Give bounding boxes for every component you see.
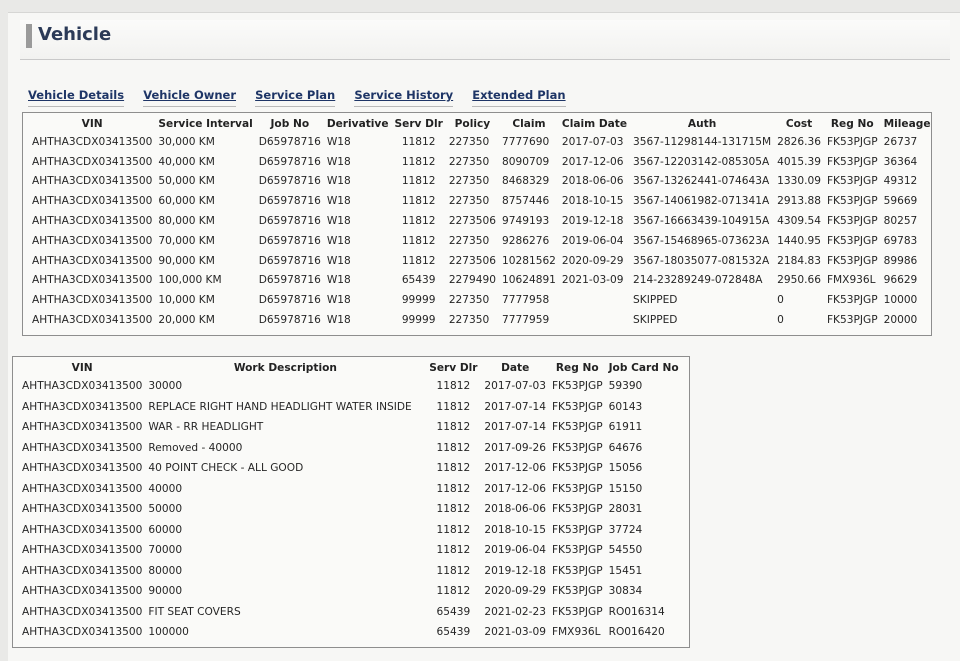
cell-work-description: 100000 [148, 626, 189, 639]
service-plan-table [29, 115, 934, 330]
cell-work-description: 50000 [148, 503, 183, 516]
cell-mileage: 80257 [883, 215, 918, 228]
cell-serv-dlr: 65439 [436, 605, 471, 618]
col-header-job-no: Job No [270, 118, 310, 130]
service-history-row [19, 561, 682, 582]
cell-job-card-no: 15451 [608, 564, 643, 577]
cell-claim: 10281562 [502, 254, 556, 267]
cell-reg-no: FK53PJGP [551, 503, 603, 516]
col-header-policy: Policy [454, 118, 491, 130]
cell-vin: AHTHA3CDX03413500 [32, 155, 153, 168]
cell-serv-dlr: 11812 [436, 380, 471, 393]
cell-job-no: D65978716 [258, 254, 321, 267]
cell-job-no: D65978716 [258, 294, 321, 307]
cell-serv-dlr: 11812 [401, 175, 436, 188]
service-plan-row [29, 271, 934, 291]
cell-date: 2017-09-26 [484, 441, 546, 454]
cell-claim: 8090709 [502, 155, 550, 168]
cell-reg-no: FK53PJGP [826, 215, 878, 228]
cell-policy: 227350 [448, 155, 490, 168]
cell-serv-dlr: 11812 [436, 462, 471, 475]
tab-vehicle-details[interactable]: Vehicle Details [28, 88, 124, 107]
cell-claim: 7777959 [502, 314, 550, 327]
cell-vin: AHTHA3CDX03413500 [32, 195, 153, 208]
cell-job-no: D65978716 [258, 155, 321, 168]
cell-serv-dlr: 11812 [436, 564, 471, 577]
cell-mileage: 10000 [883, 294, 918, 307]
cell-vin: AHTHA3CDX03413500 [32, 215, 153, 228]
cell-vin: AHTHA3CDX03413500 [22, 585, 143, 598]
service-history-row [19, 397, 682, 418]
col-header-mileage: Mileage [883, 118, 931, 130]
cell-reg-no: FK53PJGP [551, 441, 603, 454]
col-header-reg-no: Reg No [555, 362, 599, 374]
cell-date: 2021-02-23 [484, 605, 546, 618]
page-title: Vehicle [38, 24, 112, 45]
cell-claim: 7777690 [502, 135, 550, 148]
service-plan-row [29, 132, 934, 152]
cell-vin: AHTHA3CDX03413500 [32, 274, 153, 287]
cell-date: 2021-03-09 [484, 626, 546, 639]
cell-work-description: 90000 [148, 585, 183, 598]
cell-service-interval: 60,000 KM [158, 195, 215, 208]
cell-mileage: 59669 [883, 195, 918, 208]
col-header-reg-no: Reg No [830, 118, 874, 130]
cell-cost: 0 [777, 314, 784, 327]
service-plan-panel [22, 112, 932, 336]
cell-mileage: 89986 [883, 254, 918, 267]
cell-claim: 8757446 [502, 195, 550, 208]
cell-claim-date: 2020-09-29 [561, 254, 624, 267]
cell-serv-dlr: 11812 [436, 523, 471, 536]
cell-reg-no: FK53PJGP [826, 254, 878, 267]
cell-vin: AHTHA3CDX03413500 [22, 462, 143, 475]
cell-mileage: 20000 [883, 314, 918, 327]
cell-vin: AHTHA3CDX03413500 [32, 135, 153, 148]
cell-serv-dlr: 11812 [401, 135, 436, 148]
cell-mileage: 26737 [883, 135, 918, 148]
cell-job-no: D65978716 [258, 175, 321, 188]
cell-job-no: D65978716 [258, 195, 321, 208]
col-header-serv-dlr: Serv Dlr [429, 362, 478, 374]
cell-reg-no: FK53PJGP [551, 462, 603, 475]
cell-work-description: 70000 [148, 544, 183, 557]
cell-policy: 227350 [448, 294, 490, 307]
cell-date: 2020-09-29 [484, 585, 546, 598]
cell-serv-dlr: 11812 [401, 254, 436, 267]
service-plan-row [29, 310, 934, 330]
cell-reg-no: FMX936L [551, 626, 601, 639]
col-header-vin: VIN [71, 362, 93, 374]
col-header-auth: Auth [687, 118, 717, 130]
cell-reg-no: FK53PJGP [551, 482, 603, 495]
cell-serv-dlr: 11812 [436, 400, 471, 413]
cell-date: 2017-07-14 [484, 400, 546, 413]
cell-cost: 1440.95 [777, 234, 821, 247]
service-plan-row [29, 211, 934, 231]
cell-vin: AHTHA3CDX03413500 [22, 400, 143, 413]
cell-serv-dlr: 99999 [401, 294, 436, 307]
col-header-vin: VIN [81, 118, 103, 130]
cell-mileage: 49312 [883, 175, 918, 188]
col-header-claim: Claim [512, 118, 546, 130]
service-history-row [19, 417, 682, 438]
cell-work-description: REPLACE RIGHT HAND HEADLIGHT WATER INSIDE [148, 400, 412, 413]
cell-cost: 2913.88 [777, 195, 821, 208]
cell-job-no: D65978716 [258, 135, 321, 148]
service-plan-header-row [29, 115, 934, 132]
cell-reg-no: FK53PJGP [551, 585, 603, 598]
cell-claim-date: 2019-12-18 [561, 215, 624, 228]
cell-serv-dlr: 11812 [436, 503, 471, 516]
cell-derivative: W18 [326, 234, 351, 247]
cell-date: 2017-12-06 [484, 462, 546, 475]
col-header-claim-date: Claim Date [561, 118, 628, 130]
cell-claim: 8468329 [502, 175, 550, 188]
cell-mileage: 69783 [883, 234, 918, 247]
service-plan-row [29, 290, 934, 310]
cell-vin: AHTHA3CDX03413500 [22, 380, 143, 393]
cell-policy: 227350 [448, 195, 490, 208]
service-plan-row [29, 152, 934, 172]
cell-auth: SKIPPED [633, 294, 678, 307]
cell-job-card-no: RO016314 [608, 605, 665, 618]
cell-claim-date: 2017-07-03 [561, 135, 624, 148]
cell-claim-date: 2021-03-09 [561, 274, 624, 287]
cell-vin: AHTHA3CDX03413500 [22, 503, 143, 516]
cell-serv-dlr: 65439 [401, 274, 436, 287]
service-plan-row [29, 231, 934, 251]
cell-serv-dlr: 11812 [436, 421, 471, 434]
col-header-work-description: Work Description [233, 362, 337, 374]
cell-reg-no: FK53PJGP [551, 421, 603, 434]
cell-job-card-no: 60143 [608, 400, 643, 413]
service-plan-row [29, 251, 934, 271]
cell-policy: 2273506 [448, 215, 496, 228]
cell-claim-date: 2018-06-06 [561, 175, 624, 188]
cell-vin: AHTHA3CDX03413500 [22, 605, 143, 618]
cell-work-description: 60000 [148, 523, 183, 536]
service-history-rows [19, 376, 682, 643]
tab-service-plan[interactable]: Service Plan [255, 88, 335, 107]
cell-derivative: W18 [326, 274, 351, 287]
cell-reg-no: FK53PJGP [826, 195, 878, 208]
cell-cost: 2950.66 [777, 274, 821, 287]
cell-auth: 3567-16663439-104915A [633, 215, 770, 228]
cell-job-card-no: 54550 [608, 544, 643, 557]
col-header-service-interval: Service Interval [158, 118, 253, 130]
cell-auth: 3567-18035077-081532A [633, 254, 770, 267]
cell-job-card-no: 59390 [608, 380, 643, 393]
cell-job-no: D65978716 [258, 274, 321, 287]
col-header-serv-dlr: Serv Dlr [394, 118, 443, 130]
cell-claim: 10624891 [502, 274, 556, 287]
cell-claim-date: 2019-06-04 [561, 234, 624, 247]
cell-job-card-no: 15150 [608, 482, 643, 495]
cell-work-description: 40 POINT CHECK - ALL GOOD [148, 462, 304, 475]
cell-reg-no: FK53PJGP [551, 605, 603, 618]
col-header-derivative: Derivative [326, 118, 389, 130]
cell-job-no: D65978716 [258, 234, 321, 247]
service-history-header-row [19, 359, 682, 376]
cell-mileage: 96629 [883, 274, 918, 287]
cell-work-description: WAR - RR HEADLIGHT [148, 421, 264, 434]
tab-extended-plan[interactable]: Extended Plan [472, 88, 565, 107]
cell-auth: SKIPPED [633, 314, 678, 327]
service-plan-row [29, 191, 934, 211]
cell-date: 2018-06-06 [484, 503, 546, 516]
cell-job-card-no: RO016420 [608, 626, 665, 639]
cell-vin: AHTHA3CDX03413500 [22, 626, 143, 639]
tab-bar [28, 84, 580, 108]
cell-cost: 4015.39 [777, 155, 821, 168]
cell-job-card-no: 30834 [608, 585, 643, 598]
cell-auth: 3567-14061982-071341A [633, 195, 770, 208]
service-history-row [19, 602, 682, 623]
cell-derivative: W18 [326, 314, 351, 327]
col-header-date: Date [501, 362, 530, 374]
cell-vin: AHTHA3CDX03413500 [32, 294, 153, 307]
cell-vin: AHTHA3CDX03413500 [32, 175, 153, 188]
cell-mileage: 36364 [883, 155, 918, 168]
cell-serv-dlr: 11812 [401, 155, 436, 168]
cell-derivative: W18 [326, 215, 351, 228]
cell-cost: 2826.36 [777, 135, 821, 148]
cell-service-interval: 30,000 KM [158, 135, 215, 148]
tab-vehicle-owner[interactable]: Vehicle Owner [143, 88, 236, 107]
cell-reg-no: FK53PJGP [551, 380, 603, 393]
service-plan-row [29, 172, 934, 192]
cell-work-description: 40000 [148, 482, 183, 495]
cell-cost: 2184.83 [777, 254, 821, 267]
cell-service-interval: 50,000 KM [158, 175, 215, 188]
cell-work-description: 80000 [148, 564, 183, 577]
cell-reg-no: FK53PJGP [551, 400, 603, 413]
service-history-row [19, 438, 682, 459]
cell-auth: 214-23289249-072848A [633, 274, 763, 287]
cell-vin: AHTHA3CDX03413500 [32, 234, 153, 247]
cell-date: 2017-07-03 [484, 380, 546, 393]
cell-claim-date: 2017-12-06 [561, 155, 624, 168]
cell-serv-dlr: 11812 [436, 482, 471, 495]
tab-service-history[interactable]: Service History [354, 88, 453, 107]
cell-claim: 9286276 [502, 234, 550, 247]
cell-derivative: W18 [326, 195, 351, 208]
cell-job-card-no: 37724 [608, 523, 643, 536]
cell-serv-dlr: 11812 [436, 544, 471, 557]
page-header [20, 20, 950, 60]
service-history-row [19, 581, 682, 602]
cell-job-card-no: 15056 [608, 462, 643, 475]
service-history-row [19, 540, 682, 561]
cell-reg-no: FK53PJGP [826, 314, 878, 327]
cell-policy: 227350 [448, 175, 490, 188]
cell-date: 2017-07-14 [484, 421, 546, 434]
cell-claim: 7777958 [502, 294, 550, 307]
header-accent-bar [26, 24, 32, 48]
cell-serv-dlr: 11812 [401, 215, 436, 228]
cell-serv-dlr: 11812 [436, 441, 471, 454]
cell-serv-dlr: 11812 [401, 195, 436, 208]
cell-auth: 3567-13262441-074643A [633, 175, 770, 188]
cell-service-interval: 90,000 KM [158, 254, 215, 267]
cell-policy: 227350 [448, 135, 490, 148]
cell-vin: AHTHA3CDX03413500 [22, 441, 143, 454]
cell-auth: 3567-15468965-073623A [633, 234, 770, 247]
cell-vin: AHTHA3CDX03413500 [22, 482, 143, 495]
cell-policy: 2273506 [448, 254, 496, 267]
cell-vin: AHTHA3CDX03413500 [22, 564, 143, 577]
service-history-row [19, 376, 682, 397]
cell-derivative: W18 [326, 155, 351, 168]
cell-reg-no: FK53PJGP [826, 294, 878, 307]
cell-work-description: Removed - 40000 [148, 441, 243, 454]
cell-reg-no: FK53PJGP [551, 523, 603, 536]
cell-reg-no: FK53PJGP [826, 234, 878, 247]
service-history-row [19, 499, 682, 520]
cell-service-interval: 40,000 KM [158, 155, 215, 168]
cell-job-card-no: 64676 [608, 441, 643, 454]
cell-vin: AHTHA3CDX03413500 [32, 254, 153, 267]
cell-reg-no: FK53PJGP [826, 155, 878, 168]
cell-vin: AHTHA3CDX03413500 [22, 544, 143, 557]
cell-policy: 227350 [448, 234, 490, 247]
cell-auth: 3567-12203142-085305A [633, 155, 770, 168]
cell-reg-no: FMX936L [826, 274, 876, 287]
cell-serv-dlr: 11812 [436, 585, 471, 598]
cell-vin: AHTHA3CDX03413500 [32, 314, 153, 327]
cell-reg-no: FK53PJGP [551, 564, 603, 577]
cell-work-description: 30000 [148, 380, 183, 393]
cell-reg-no: FK53PJGP [826, 135, 878, 148]
cell-date: 2017-12-06 [484, 482, 546, 495]
cell-date: 2019-12-18 [484, 564, 546, 577]
cell-reg-no: FK53PJGP [551, 544, 603, 557]
cell-cost: 0 [777, 294, 784, 307]
cell-policy: 227350 [448, 314, 490, 327]
cell-claim-date [559, 310, 630, 330]
cell-reg-no: FK53PJGP [826, 175, 878, 188]
service-history-row [19, 520, 682, 541]
cell-derivative: W18 [326, 294, 351, 307]
cell-vin: AHTHA3CDX03413500 [22, 523, 143, 536]
cell-service-interval: 100,000 KM [158, 274, 222, 287]
cell-derivative: W18 [326, 135, 351, 148]
cell-claim-date [559, 290, 630, 310]
cell-date: 2019-06-04 [484, 544, 546, 557]
cell-serv-dlr: 99999 [401, 314, 436, 327]
cell-date: 2018-10-15 [484, 523, 546, 536]
service-history-row [19, 479, 682, 500]
cell-work-description: FIT SEAT COVERS [148, 605, 241, 618]
cell-service-interval: 70,000 KM [158, 234, 215, 247]
cell-derivative: W18 [326, 254, 351, 267]
cell-serv-dlr: 65439 [436, 626, 471, 639]
cell-claim-date: 2018-10-15 [561, 195, 624, 208]
cell-auth: 3567-11298144-131715M [633, 135, 772, 148]
col-header-job-card-no: Job Card No [608, 362, 679, 374]
cell-serv-dlr: 11812 [401, 234, 436, 247]
cell-job-card-no: 28031 [608, 503, 643, 516]
cell-derivative: W18 [326, 175, 351, 188]
cell-policy: 2279490 [448, 274, 496, 287]
cell-claim: 9749193 [502, 215, 550, 228]
cell-service-interval: 10,000 KM [158, 294, 215, 307]
cell-cost: 4309.54 [777, 215, 821, 228]
cell-job-no: D65978716 [258, 215, 321, 228]
service-history-table [19, 359, 682, 643]
cell-job-card-no: 61911 [608, 421, 643, 434]
cell-vin: AHTHA3CDX03413500 [22, 421, 143, 434]
service-history-row [19, 458, 682, 479]
col-header-cost: Cost [785, 118, 813, 130]
service-plan-rows [29, 132, 934, 330]
cell-service-interval: 80,000 KM [158, 215, 215, 228]
cell-job-no: D65978716 [258, 314, 321, 327]
service-history-panel [12, 356, 690, 648]
service-history-row [19, 622, 682, 643]
cell-cost: 1330.09 [777, 175, 821, 188]
cell-service-interval: 20,000 KM [158, 314, 215, 327]
